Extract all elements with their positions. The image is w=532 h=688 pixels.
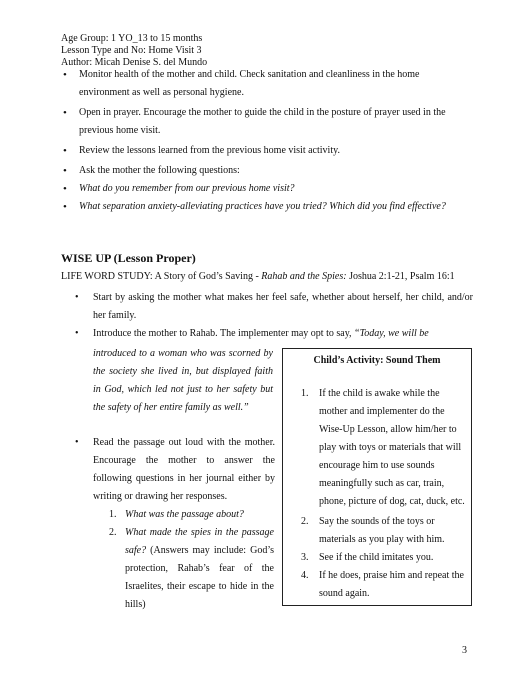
bullet-icon: • [75,292,79,303]
passage-question-1: 1. What was the passage about? [109,509,244,520]
activity-item: 3. See if the child imitates you. [301,552,434,563]
list-item: • Monitor health of the mother and child. Check sanitation and cleanliness in the home environment as well as personal hygiene. [61,66,471,102]
lesson-type-line: Lesson Type and No: Home Visit 3 [61,45,202,56]
bullet-icon: • [75,437,79,448]
age-group-line: Age Group: 1 YO_13 to 15 months [61,33,203,44]
question-item: • What separation anxiety-alleviating practices have you tried? Which did you find effective? [61,198,471,216]
activity-item: 2. Say the sounds of the toys or materials as you play with him. [301,516,445,545]
proper-bullet-2 [75,325,473,343]
passage-question-2: 2. What made the spies in the passage safe? (Answers may include: God’s protection, Rahab’s fear of the Israelites, their escape to hide in the hills) [109,527,274,610]
author-line: Author: Micah Denise S. del Mundo [61,57,208,68]
activity-title: Child’s Activity: Sound Them [313,355,441,366]
list-item: • Open in prayer. Encourage the mother to guide the child in the posture of prayer used in the previous home visit. [61,104,471,140]
intro-bullet-list [61,66,471,216]
question-item: • What do you remember from our previous home visit? [61,180,471,198]
childs-activity-box [282,348,472,606]
proper-bullet-1: • Start by asking the mother what makes her feel safe, whether about herself, her child, and/or her family. [75,289,473,325]
rahab-intro-text: Introduce the mother to Rahab. The implementer may opt to say, [93,328,355,339]
proper-bullet-3: • Read the passage out loud with the mother. Encourage the mother to answer the following questions in her journal either by writing or drawing her responses. [75,434,275,506]
life-word-refs: Joshua 2:1-21, Psalm 16:1 [346,271,455,282]
life-word-prefix: LIFE WORD STUDY: A Story of God’s Saving - [61,271,262,282]
life-word-study [61,271,455,282]
list-item [61,162,471,216]
section-title: WISE UP (Lesson Proper) [61,251,196,265]
activity-item: 4. If he does, praise him and repeat the sound again. [301,570,464,599]
list-item: • Review the lessons learned from the previous home visit activity. [61,142,471,160]
page-number: 3 [462,645,467,656]
rahab-quote-continued: introduced to a woman who was scorned by the society she lived in, but displayed faith in God, which led not just to her safety but the safety of her entire family as well.” [93,348,273,413]
question-list [61,180,471,216]
ask-mother-text: Ask the mother the following questions: [79,165,240,176]
activity-item: 1. If the child is awake while the mother and implementer do the Wise-Up Lesson, allow him/her to play with toys or materials that will encourage him to use sounds meaningfully such as car, train, phone, picture of dog, cat, duck, etc. [301,388,465,507]
life-word-story: Rahab and the Spies: [261,271,347,282]
rahab-quote-start: “Today, we will be [354,328,429,339]
bullet-icon: • [75,328,79,339]
